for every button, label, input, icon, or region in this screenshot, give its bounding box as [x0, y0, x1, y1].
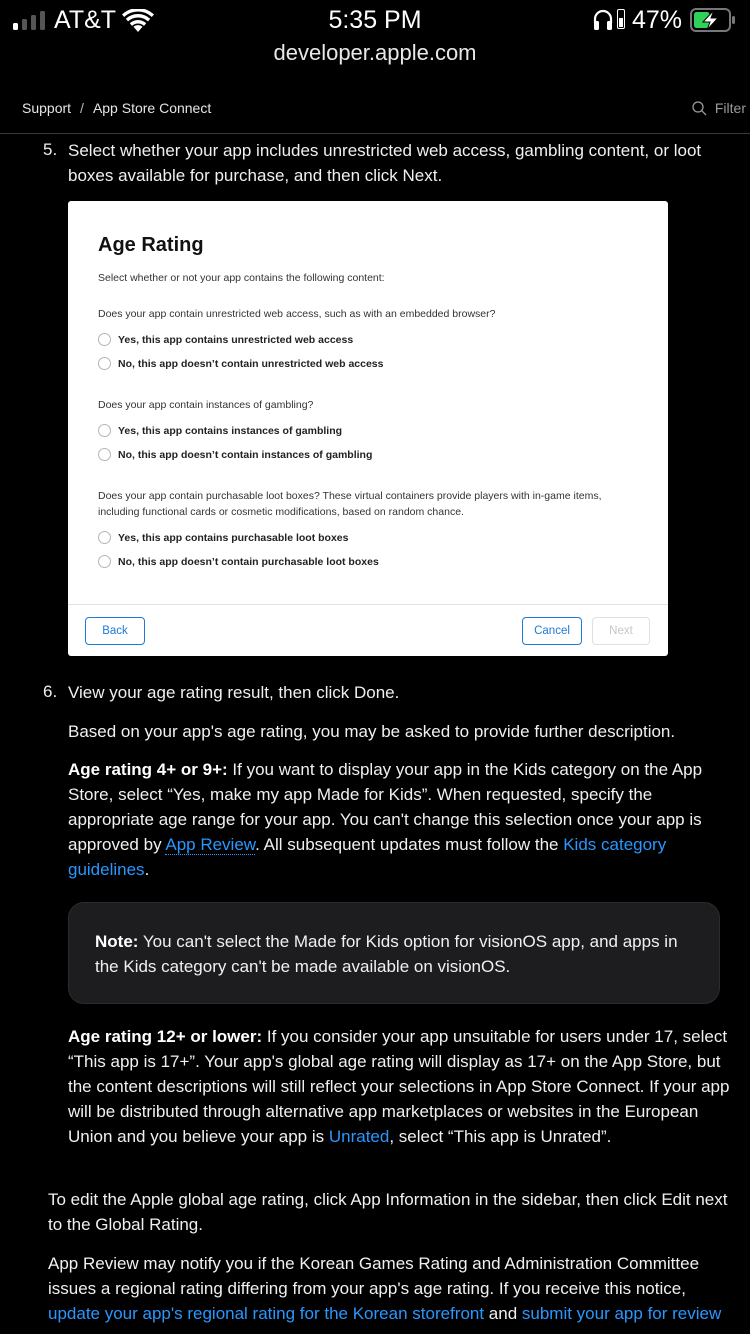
step-text: Select whether your app includes unrestricted web access, gambling content, or loot boxes available for purchase, and then click Next. [68, 141, 702, 185]
kids-paragraph [68, 757, 733, 882]
question-web-access: Does your app contain unrestricted web access, such as with an embedded browser? [98, 308, 496, 320]
breadcrumb [22, 100, 211, 116]
radio-button[interactable] [98, 531, 111, 544]
based-on-text: Based on your app's age rating, you may be asked to provide further description. [68, 722, 676, 741]
search-icon [692, 101, 707, 116]
option-label: No, this app doesn’t contain unrestricted web access [118, 357, 384, 370]
kids-guidelines-link[interactable]: Kids category guidelines [68, 835, 667, 879]
option-loot-no[interactable] [98, 555, 379, 568]
battery-percent: 47% [632, 6, 683, 34]
radio-button[interactable] [98, 424, 111, 437]
option-label: No, this app doesn’t contain purchasable loot boxes [118, 555, 379, 568]
option-web-yes[interactable] [98, 333, 353, 346]
kids-text: . All subsequent updates must follow the [255, 835, 564, 854]
kids-label: Age rating 4+ or 9+: [68, 760, 228, 779]
teen-text: If you consider your app unsuitable for users under 17, select “This app is 17+”. Your app's global age rating will display as 17+ on the App Store, but the content descriptions will still reflect your selections in App Store Connect. If your app will be distributed through alternative app marketplaces or websites in the European Union and you believe your app is [68, 1027, 730, 1146]
option-loot-yes[interactable] [98, 531, 348, 544]
breadcrumb-app-store-connect[interactable]: App Store Connect [92, 100, 212, 116]
option-label: Yes, this app contains purchasable loot boxes [118, 531, 349, 544]
korean-rating-paragraph [48, 1251, 738, 1326]
dialog-title: Age Rating [98, 234, 204, 256]
option-label: No, this app doesn’t contain instances of gambling [118, 448, 373, 461]
note-body: You can't select the Made for Kids option for visionOS app, and apps in the Kids category can't be made available on visionOS. [95, 932, 678, 976]
filter-button[interactable] [692, 100, 746, 116]
step-number: 6. [43, 682, 58, 701]
question-loot-boxes: Does your app contain purchasable loot boxes? These virtual containers provide players with in-game items, including functional cards or cosmetic modifications, based on random chance. [98, 490, 602, 518]
option-gambling-yes[interactable] [98, 424, 342, 437]
carrier-name: AT&T [54, 6, 117, 34]
kids-text: If you want to display your app in the Kids category on the App Store, select “Yes, make my app Made for Kids”. When requested, specify the appropriate age range for your app. You can't change this selection once your app is approved by [68, 760, 703, 854]
teen-label: Age rating 12+ or lower: [68, 1027, 263, 1046]
teen-paragraph [68, 1024, 733, 1149]
back-button[interactable]: Back [85, 617, 145, 645]
radio-button[interactable] [98, 555, 111, 568]
option-web-no[interactable] [98, 357, 383, 370]
question-gambling: Does your app contain instances of gambling? [98, 399, 314, 411]
submit-for-review-link[interactable]: submit your app for review [521, 1304, 722, 1323]
headphones-battery-icon [617, 9, 625, 29]
radio-button[interactable] [98, 448, 111, 461]
unrated-link[interactable]: Unrated [328, 1127, 390, 1146]
edit-global-rating-text: To edit the Apple global age rating, click App Information in the sidebar, then click Edit next to the Global Rating. [48, 1190, 728, 1234]
radio-button[interactable] [98, 333, 111, 346]
note-box [68, 902, 720, 1004]
option-label: Yes, this app contains instances of gambling [118, 424, 343, 437]
dialog-intro: Select whether or not your app contains the following content: [98, 272, 385, 284]
step-text: View your age rating result, then click Done. [68, 683, 400, 702]
filter-label: Filter [714, 100, 746, 116]
headphones-icon [593, 9, 613, 31]
address-bar-url[interactable]: developer.apple.com [273, 40, 477, 65]
next-button[interactable]: Next [592, 617, 650, 645]
local-nav [0, 92, 750, 134]
battery-charging-icon [690, 8, 736, 32]
radio-button[interactable] [98, 357, 111, 370]
app-review-link[interactable]: App Review [165, 835, 256, 854]
cancel-button[interactable]: Cancel [522, 617, 582, 645]
dialog-divider [68, 604, 668, 605]
teen-text: , select “This app is Unrated”. [389, 1127, 612, 1146]
note-label: Note: [95, 932, 139, 951]
kids-text: . [144, 860, 150, 879]
age-rating-dialog [68, 201, 668, 656]
step-number: 5. [43, 140, 58, 159]
korean-storefront-link[interactable]: update your app's regional rating for the Korean storefront [48, 1304, 485, 1323]
clock: 5:35 PM [328, 6, 422, 34]
status-bar [0, 0, 750, 40]
breadcrumb-support[interactable]: Support [22, 100, 72, 116]
breadcrumb-separator: / [80, 100, 84, 116]
option-label: Yes, this app contains unrestricted web access [118, 333, 354, 346]
note-text [95, 929, 705, 979]
korean-text: App Review may notify you if the Korean Games Rating and Administration Committee issues a regional rating differing from your app's age rating. If you receive this notice, [48, 1254, 700, 1298]
option-gambling-no[interactable] [98, 448, 372, 461]
korean-text: and [484, 1304, 522, 1323]
